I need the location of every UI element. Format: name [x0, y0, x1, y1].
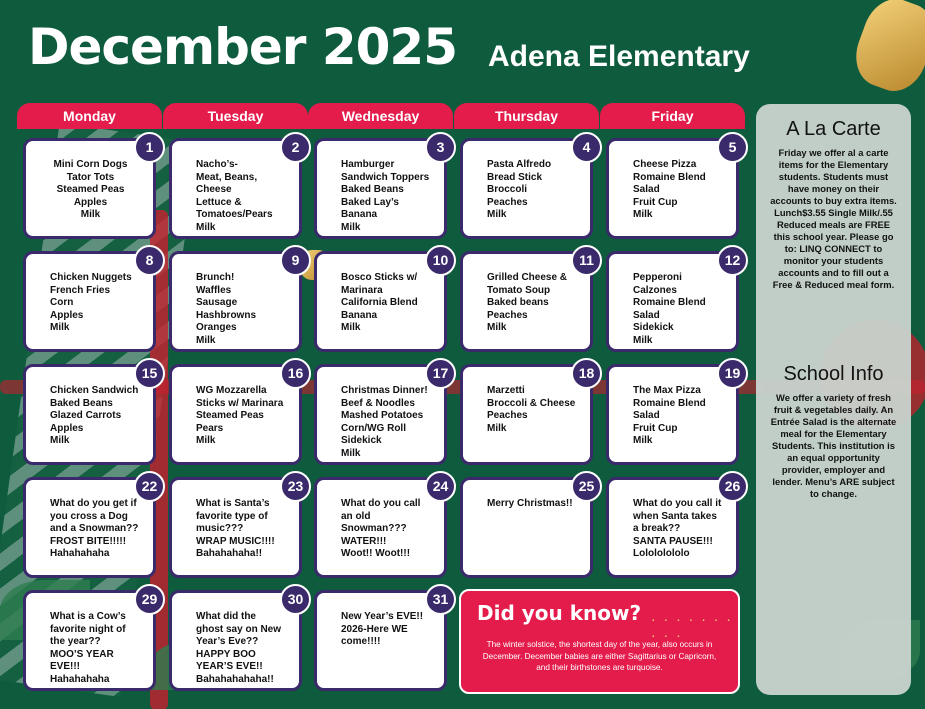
menu-line: HAPPY BOO [196, 648, 256, 660]
menu-line: Mashed Potatoes [341, 410, 424, 422]
menu-line: Hahahahaha [50, 548, 110, 560]
menu-line: Broccoli [487, 184, 528, 196]
menu-line: Beef & Noodles [341, 397, 415, 409]
menu-line: Banana [341, 309, 378, 321]
date-number: 23 [280, 471, 311, 502]
date-number: 31 [425, 584, 456, 615]
menu-line: music??? [196, 523, 244, 535]
menu-line: Merry Christmas!! [487, 498, 573, 509]
date-number: 10 [425, 245, 456, 276]
menu-line: 2026-Here WE [341, 623, 408, 635]
menu-line: Fruit Cup [633, 196, 678, 208]
day-header-tuesday: Tuesday [163, 103, 308, 129]
menu-line: Bosco Sticks w/ [341, 272, 418, 283]
menu-line: California Blend [341, 297, 418, 309]
day-header-monday: Monday [17, 103, 162, 129]
menu-line: Milk [341, 221, 361, 233]
menu-line: Hamburger [341, 159, 395, 170]
menu-line: WRAP MUSIC!!!! [196, 535, 275, 547]
menu-line: come!!!! [341, 636, 381, 648]
date-number: 15 [134, 358, 165, 389]
menu-line: Corn [50, 297, 74, 309]
menu-line: when Santa takes [633, 510, 717, 522]
menu-line: the year?? [50, 636, 101, 648]
menu-line: What is Santa’s [196, 498, 270, 509]
menu-line: Tomatoes/Pears [196, 209, 273, 221]
menu-line: and a Snowman?? [50, 523, 139, 535]
menu-line: Apples [50, 422, 84, 434]
date-number: 1 [134, 132, 165, 163]
school-info-text: We offer a variety of fresh fruit & vegetables daily. An Entrée Salad is the alternate meal for the Elementary Students. This institution is an equal opportunity provider, employer and lender. Menu’s ARE subject to change. [770, 392, 897, 499]
menu-line: Peaches [487, 410, 528, 422]
menu-line: New Year’s EVE!! [341, 611, 424, 622]
menu-line: Year’s Eve?? [196, 636, 259, 648]
menu-line: Banana [341, 209, 378, 221]
day-header-wednesday: Wednesday [308, 103, 453, 129]
menu-line: Apples [50, 309, 84, 321]
date-number: 4 [571, 132, 602, 163]
menu-line: an old [341, 510, 371, 522]
menu-line: Salad [633, 410, 660, 422]
menu-line: Hashbrowns [196, 309, 257, 321]
menu-line: WG Mozzarella [196, 385, 267, 396]
menu-line: What do you call it [633, 498, 722, 509]
menu-line: Salad [633, 309, 660, 321]
menu-line: Milk [341, 322, 361, 334]
day-header-thursday: Thursday [454, 103, 599, 129]
menu-line: What do you call [341, 498, 421, 509]
menu-line: Tomato Soup [487, 284, 551, 296]
menu-line: What did the [196, 611, 256, 622]
date-number: 19 [717, 358, 748, 389]
date-number: 5 [717, 132, 748, 163]
menu-line: Meat, Beans, [196, 171, 258, 183]
date-number: 17 [425, 358, 456, 389]
menu-line: Nacho’s- [196, 159, 238, 170]
day-header-friday: Friday [600, 103, 745, 129]
menu-line: Marinara [341, 284, 383, 296]
date-number: 30 [280, 584, 311, 615]
did-you-know-box [459, 589, 740, 694]
menu-line: Milk [50, 435, 70, 447]
menu-line: Milk [633, 435, 653, 447]
menu-line: Steamed Peas [196, 410, 264, 422]
menu-line: Salad [633, 184, 660, 196]
menu-line: Brunch! [196, 272, 235, 283]
menu-line: Apples [73, 196, 108, 208]
menu-line: Milk [196, 435, 216, 447]
menu-line: Peaches [487, 309, 528, 321]
menu-line: Romaine Blend [633, 171, 706, 183]
menu-line: Grilled Cheese & [487, 272, 568, 283]
date-number: 22 [134, 471, 165, 502]
menu-line: Milk [487, 209, 507, 221]
menu-line: Romaine Blend [633, 397, 706, 409]
menu-line: What is a Cow’s [50, 611, 126, 622]
menu-line: Snowman??? [341, 523, 407, 535]
menu-line: ghost say on New [196, 623, 282, 635]
menu-line: EVE!!! [50, 661, 80, 673]
menu-line: Pears [196, 422, 224, 434]
menu-line: Corn/WG Roll [341, 422, 406, 434]
menu-line: Tator Tots [66, 171, 115, 183]
menu-line: Sticks w/ Marinara [196, 397, 284, 409]
date-number: 29 [134, 584, 165, 615]
menu-line: Cheese Pizza [633, 159, 697, 170]
date-number: 8 [134, 245, 165, 276]
menu-line: Fruit Cup [633, 422, 678, 434]
menu-line: Milk [487, 422, 507, 434]
menu-line: Pasta Alfredo [487, 159, 552, 170]
menu-line: Broccoli & Cheese [487, 397, 576, 409]
menu-line: Sidekick [341, 435, 382, 447]
menu-line: French Fries [50, 284, 111, 296]
menu-line: Bahahahaha!! [196, 548, 263, 560]
menu-line: Milk [196, 334, 216, 346]
menu-line: Hahahahaha [50, 673, 110, 685]
menu-line: favorite type of [196, 510, 268, 522]
date-number: 26 [717, 471, 748, 502]
menu-line: Sausage [196, 297, 238, 309]
date-number: 3 [425, 132, 456, 163]
menu-line: Chicken Sandwich [50, 385, 139, 396]
menu-line: FROST BITE!!!!! [50, 535, 127, 547]
menu-line: Romaine Blend [633, 297, 706, 309]
menu-line: Baked Lay’s [341, 196, 399, 208]
menu-line: Milk [633, 334, 653, 346]
menu-line: The Max Pizza [633, 385, 701, 396]
menu-line: Peaches [487, 196, 528, 208]
date-number: 16 [280, 358, 311, 389]
page-title: December 2025 [28, 18, 457, 76]
school-name: Adena Elementary [488, 40, 750, 73]
date-number: 11 [571, 245, 602, 276]
menu-line: Baked Beans [341, 184, 404, 196]
menu-line: Waffles [196, 284, 232, 296]
menu-line: Cheese [196, 184, 232, 196]
date-number: 25 [571, 471, 602, 502]
decorative-dots: · · · · · · · · · · [651, 611, 733, 643]
menu-line: Glazed Carrots [50, 410, 122, 422]
date-number: 24 [425, 471, 456, 502]
menu-line: MOO’S YEAR [50, 648, 114, 660]
did-you-know-text: The winter solstice, the shortest day of the year, also occurs in December. December babies are either Sagittarius or Capricorn, and their birthstones are turquoise. [482, 640, 717, 672]
menu-line: you cross a Dog [50, 510, 128, 522]
menu-line: Calzones [633, 284, 677, 296]
date-number: 18 [571, 358, 602, 389]
menu-line: Christmas Dinner! [341, 385, 428, 396]
did-you-know-title: Did you know? [477, 601, 642, 625]
menu-line: What do you get if [50, 498, 137, 509]
menu-line: SANTA PAUSE!!! [633, 535, 713, 547]
menu-line: Steamed Peas [56, 184, 125, 196]
menu-line: Mini Corn Dogs [53, 159, 128, 170]
menu-line: Oranges [196, 322, 237, 334]
menu-line: WATER!!! [341, 535, 387, 547]
menu-line: Milk [80, 209, 101, 221]
date-number: 9 [280, 245, 311, 276]
ala-carte-title: A La Carte [786, 118, 881, 140]
menu-line: Bahahahahaha!! [196, 673, 274, 685]
date-number: 12 [717, 245, 748, 276]
menu-line: Bread Stick [487, 171, 543, 183]
menu-line: Chicken Nuggets [50, 272, 132, 283]
menu-line: Milk [196, 221, 216, 233]
menu-line: Marzetti [487, 385, 525, 396]
menu-line: Milk [341, 447, 361, 459]
menu-line: Woot!! Woot!!! [341, 548, 411, 560]
menu-line: favorite night of [50, 623, 126, 635]
menu-line: Baked Beans [50, 397, 113, 409]
menu-line: YEAR’S EVE!! [196, 661, 263, 673]
menu-line: Sidekick [633, 322, 674, 334]
sidebar-panel [756, 104, 911, 695]
menu-line: Lettuce & [196, 196, 242, 208]
ala-carte-text: Friday we offer al a carte items for the Elementary students. Students must have money on their accounts to buy extra items. Lunch$3.55 Single Milk/.55 Reduced meals are FREE this school year. Please go to: LINQ CONNECT to monitor your students accounts and to fill out a Free & Reduced meal form. [770, 147, 897, 290]
menu-line: Milk [633, 209, 653, 221]
menu-line: Pepperoni [633, 272, 682, 283]
menu-line: Baked beans [487, 297, 549, 309]
menu-line: Milk [50, 322, 70, 334]
menu-line: a break?? [633, 523, 681, 535]
menu-line: Milk [487, 322, 507, 334]
school-info-title: School Info [783, 363, 884, 385]
menu-line: Sandwich Toppers [341, 171, 430, 183]
menu-line: Lolololololo [633, 548, 690, 560]
date-number: 2 [280, 132, 311, 163]
